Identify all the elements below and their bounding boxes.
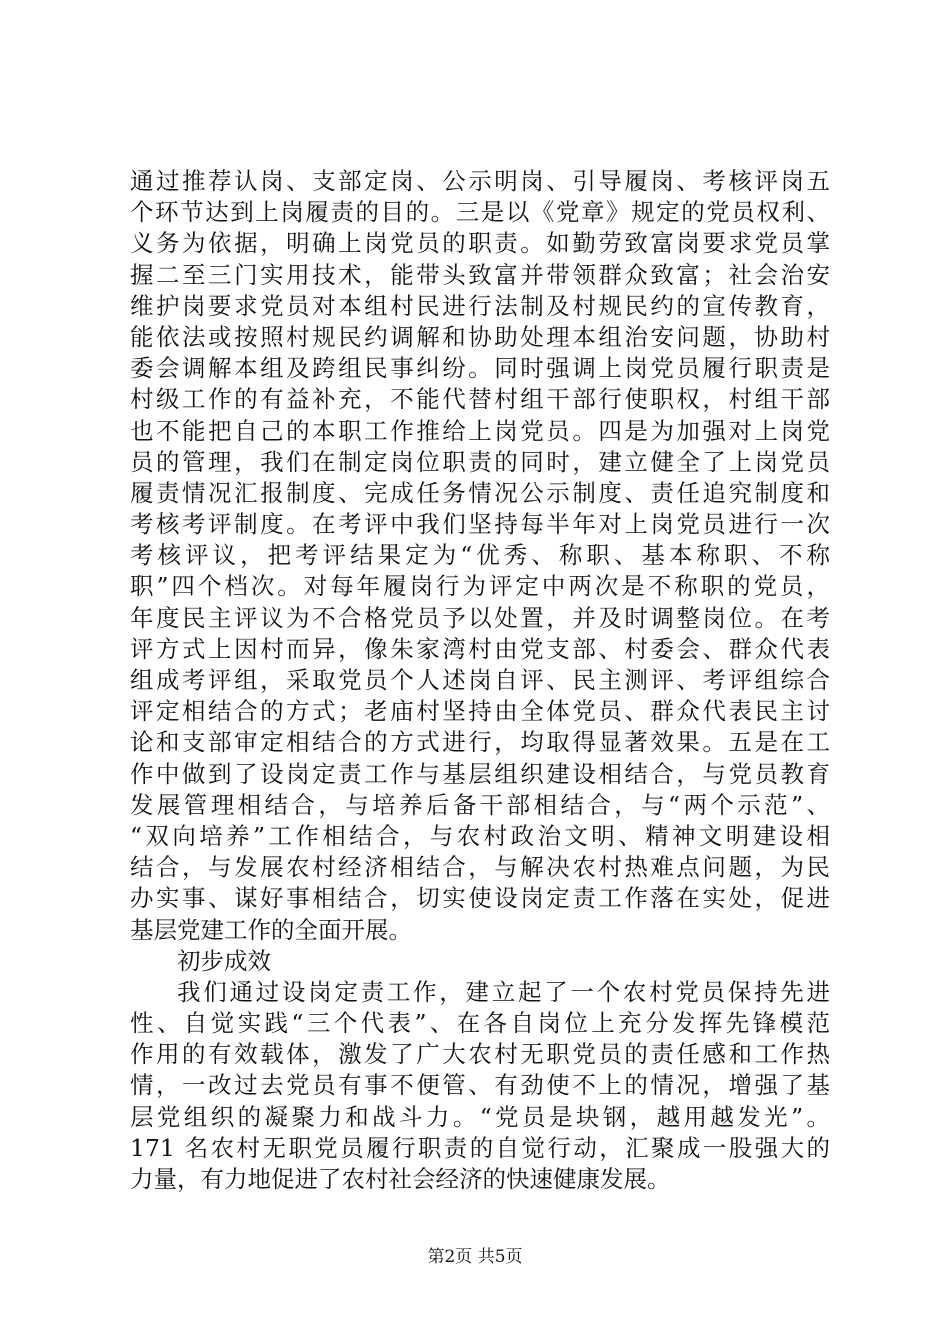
text-line: 履责情况汇报制度、完成任务情况公示制度、责任追究制度和 (130, 478, 830, 507)
text-line: 维护岗要求党员对本组村民进行法制及村规民约的宣传教育， (130, 291, 830, 320)
text-line: 评定相结合的方式；老庙村坚持由全体党员、群众代表民主讨 (130, 697, 830, 726)
paragraph-2 (130, 977, 830, 1195)
text-line: 办实事、谋好事相结合，切实使设岗定责工作落在实处，促进 (130, 884, 830, 913)
text-line: 力量，有力地促进了农村社会经济的快速健康发展。 (130, 1165, 671, 1193)
text-line: 委会调解本组及跨组民事纠纷。同时强调上岗党员履行职责是 (130, 354, 830, 383)
text-line: 情，一改过去党员有事不便管、有劲使不上的情况，增强了基 (130, 1071, 830, 1100)
page-number-footer: 第2页 共5页 (427, 1247, 523, 1267)
text-line: 性、自觉实践“三个代表”、在各自岗位上充分发挥先锋模范 (130, 1009, 830, 1038)
text-line: 层党组织的凝聚力和战斗力。“党员是块钢，越用越发光”。 (130, 1102, 830, 1131)
text-line: “双向培养”工作相结合，与农村政治文明、精神文明建设相 (130, 821, 830, 850)
text-line: 组成考评组，采取党员个人述岗自评、民主测评、考评组综合 (130, 666, 830, 694)
text-line: 结合，与发展农村经济相结合，与解决农村热难点问题，为民 (130, 853, 830, 882)
text-line: 我们通过设岗定责工作，建立起了一个农村党员保持先进 (177, 977, 830, 1006)
text-line: 也不能把自己的本职工作推给上岗党员。四是为加强对上岗党 (130, 416, 830, 445)
text-line: 作中做到了设岗定责工作与基层组织建设相结合，与党员教育 (130, 759, 830, 788)
text-line: 村级工作的有益补充，不能代替村组干部行使职权，村组干部 (130, 385, 830, 414)
text-line: 握二至三门实用技术，能带头致富并带领群众致富；社会治安 (130, 260, 830, 289)
text-line: 作用的有效载体，激发了广大农村无职党员的责任感和工作热 (130, 1040, 830, 1069)
text-line: 职”四个档次。对每年履岗行为评定中两次是不称职的党员， (130, 572, 830, 601)
text-line: 发展管理相结合，与培养后备干部相结合，与“两个示范”、 (130, 790, 830, 819)
text-line: 年度民主评议为不合格党员予以处置，并及时调整岗位。在考 (130, 603, 830, 632)
section-heading: 初步成效 (177, 946, 271, 975)
text-line: 员的管理，我们在制定岗位职责的同时，建立健全了上岗党员 (130, 447, 830, 476)
text-line: 考核考评制度。在考评中我们坚持每半年对上岗党员进行一次 (130, 510, 830, 539)
text-line: 义务为依据，明确上岗党员的职责。如勤劳致富岗要求党员掌 (130, 229, 830, 258)
document-body (130, 166, 830, 1195)
text-line: 论和支部审定相结合的方式进行，均取得显著效果。五是在工 (130, 728, 830, 757)
text-line: 考核评议，把考评结果定为“优秀、称职、基本称职、不称 (130, 541, 830, 570)
text-line: 基层党建工作的全面开展。 (130, 915, 412, 944)
text-line: 评方式上因村而异，像朱家湾村由党支部、村委会、群众代表 (130, 634, 830, 663)
text-line: 能依法或按照村规民约调解和协助处理本组治安问题，协助村 (130, 322, 830, 351)
text-line: 171 名农村无职党员履行职责的自觉行动，汇聚成一股强大的 (130, 1133, 830, 1162)
text-line: 个环节达到上岗履责的目的。三是以《党章》规定的党员权利、 (130, 198, 830, 227)
paragraph-1 (130, 166, 830, 946)
text-line: 通过推荐认岗、支部定岗、公示明岗、引导履岗、考核评岗五 (130, 167, 830, 195)
